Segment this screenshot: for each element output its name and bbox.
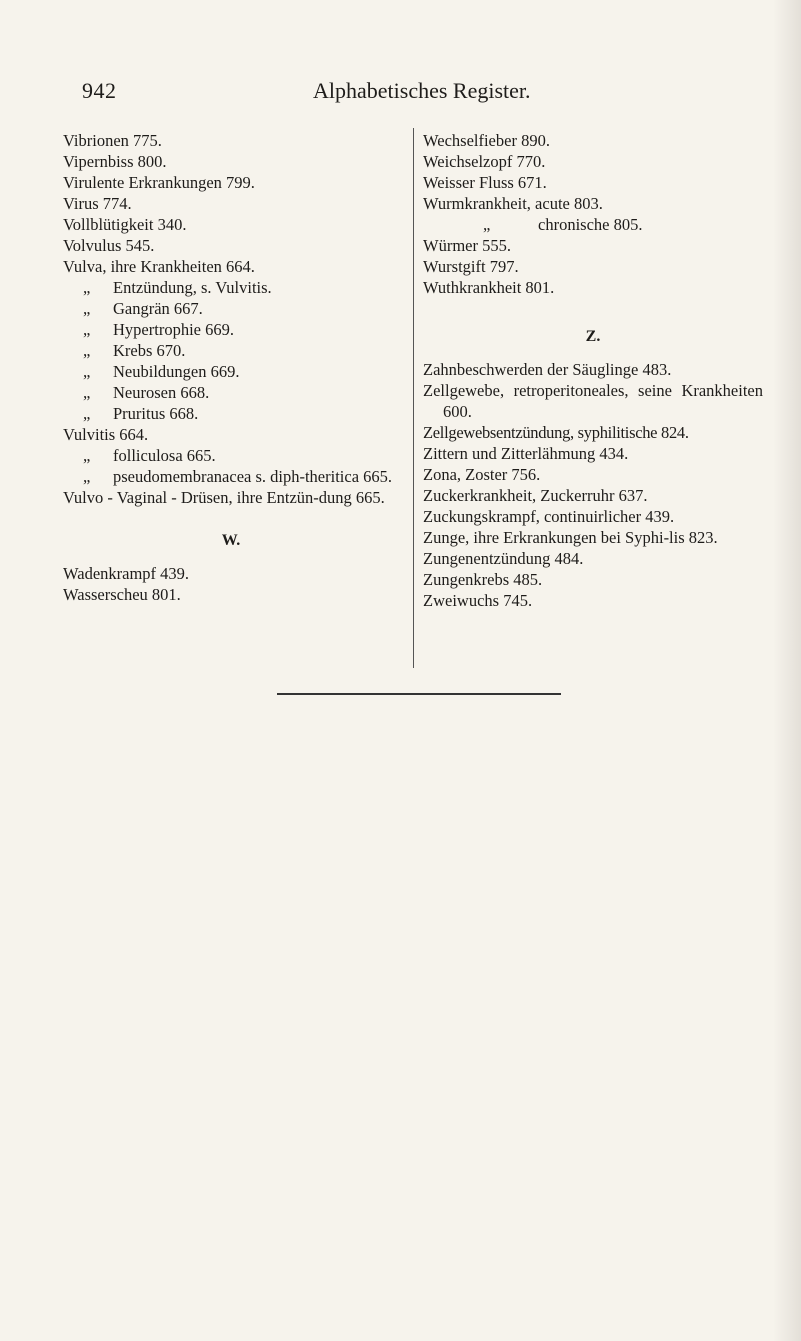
ditto-mark: „ xyxy=(83,299,91,318)
ditto-mark: „ xyxy=(483,215,491,234)
closing-rule xyxy=(277,693,561,695)
index-entry: Weichselzopf 770. xyxy=(423,152,546,171)
page-number: 942 xyxy=(82,78,117,103)
index-entry: Zittern und Zitterlähmung 434. xyxy=(423,444,629,463)
index-entry: Zona, Zoster 756. xyxy=(423,465,541,484)
ditto-mark: „ xyxy=(83,320,91,339)
page-title: Alphabetisches Register. xyxy=(313,78,531,103)
index-subentry: „ Pruritus 668. xyxy=(83,404,199,423)
index-entry: Wurmkrankheit, acute 803. xyxy=(423,194,603,213)
index-subentry: „ Neubildungen 669. xyxy=(83,362,240,381)
ditto-mark: „ xyxy=(83,341,91,360)
left-column xyxy=(63,130,399,605)
index-entry: Volvulus 545. xyxy=(63,236,155,255)
index-entry: Zunge, ihre Erkrankungen bei Syphi-lis 823. xyxy=(423,528,718,547)
ditto-mark: „ xyxy=(83,404,91,423)
index-entry: Vulva, ihre Krankheiten 664. xyxy=(63,257,255,276)
index-entry: Zungenkrebs 485. xyxy=(423,570,543,589)
index-entry: Zellgewebe, retroperitoneales, seine Krankheiten 600. xyxy=(423,381,763,421)
ditto-mark: „ xyxy=(83,446,91,465)
index-subentry: „ chronische 805. xyxy=(483,215,643,234)
index-entry: Wadenkrampf 439. xyxy=(63,564,190,583)
index-entry: Wuthkrankheit 801. xyxy=(423,278,555,297)
ditto-mark: „ xyxy=(83,278,91,297)
index-entry: Wasserscheu 801. xyxy=(63,585,181,604)
index-entry: Zellgewebsentzündung, syphilitische 824. xyxy=(423,423,689,442)
index-entry: Wurstgift 797. xyxy=(423,257,519,276)
index-subentry: „ Krebs 670. xyxy=(83,341,186,360)
section-heading-z: Z. xyxy=(585,328,601,345)
index-entry: Wechselfieber 890. xyxy=(423,131,550,150)
index-subentry: „ Entzündung, s. Vulvitis. xyxy=(83,278,272,297)
ditto-mark: „ xyxy=(83,467,91,486)
index-entry: Vulvitis 664. xyxy=(63,425,149,444)
page-edge-shadow xyxy=(773,0,801,1341)
index-subentry: „ Neurosen 668. xyxy=(83,383,210,402)
index-entry: Virus 774. xyxy=(63,194,132,213)
index-subentry: „ folliculosa 665. xyxy=(83,446,216,465)
index-entry: Vibrionen 775. xyxy=(63,131,162,150)
index-entry: Vollblütigkeit 340. xyxy=(63,215,187,234)
ditto-mark: „ xyxy=(83,362,91,381)
index-entry: Weisser Fluss 671. xyxy=(423,173,547,192)
index-subentry: „ Gangrän 667. xyxy=(83,299,203,318)
ditto-mark: „ xyxy=(83,383,91,402)
right-column xyxy=(423,130,763,611)
index-entry: Zahnbeschwerden der Säuglinge 483. xyxy=(423,360,672,379)
index-entry: Vipernbiss 800. xyxy=(63,152,167,171)
index-entry: Vulvo - Vaginal - Drüsen, ihre Entzün-dung 665. xyxy=(63,488,385,507)
index-entry: Virulente Erkrankungen 799. xyxy=(63,173,255,192)
index-entry: Zungenentzündung 484. xyxy=(423,549,584,568)
index-subentry: „ Hypertrophie 669. xyxy=(83,320,234,339)
index-subentry: „ pseudomembranacea s. diph-theritica 665. xyxy=(83,467,393,486)
index-entry: Würmer 555. xyxy=(423,236,511,255)
index-entry: Zuckerkrankheit, Zuckerruhr 637. xyxy=(423,486,648,505)
section-heading-w: W. xyxy=(221,532,241,549)
column-divider xyxy=(413,128,414,668)
index-entry: Zweiwuchs 745. xyxy=(423,591,533,610)
index-entry: Zuckungskrampf, continuirlicher 439. xyxy=(423,507,675,526)
